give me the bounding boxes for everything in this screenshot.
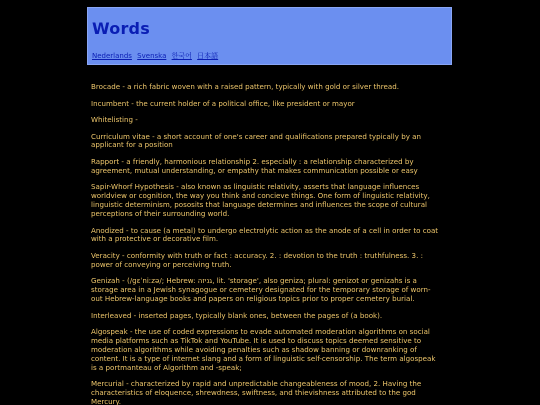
word-entry-sapir-whorf: Sapir-Whorf Hypothesis - also known as linguistic relativity, asserts that language influences worldview or cognition, the way you think and concieve things. One form of linguistic relativity, linguistic determinism, pososits that language determines and influences the scope of cultural perceptions of their surrounding world.: [91, 182, 430, 219]
word-entry-veracity: Veracity - conformity with truth or fact : accuracy. 2. : devotion to the truth : truthfulness. 3. : power of conveying or perceiving truth.: [91, 250, 423, 269]
page-title: Words: [92, 19, 150, 38]
lang-link-japanese[interactable]: 日本語: [197, 52, 219, 60]
word-entry-mercurial: Mercurial - characterized by rapid and unpredictable changeableness of mood, 2. Having the characteristics of eloquence, shrewdness, swiftness, and thievishness attributed to the god Mercury.: [91, 379, 422, 405]
lang-link-nederlands[interactable]: Nederlands: [92, 52, 132, 60]
word-entry-genizah: Genizah - (/ɡɛˈniːzə/; Hebrew: גניזה, lit. 'storage', also geniza; plural: genizot or genizahs is a storage area in a Jewish synagogue or cemetery designated for the temporary storage of worn-out Hebrew-language books and papers on religious topics prior to proper cemetery burial.: [91, 276, 431, 304]
language-links: [92, 51, 221, 61]
word-entry-anodized: Anodized - to cause (a metal) to undergo electrolytic action as the anode of a cell in order to coat with a protective or decorative film.: [91, 225, 439, 244]
lang-link-korean[interactable]: 한국어: [171, 52, 192, 60]
lang-link-svenska[interactable]: Svenska: [137, 52, 167, 60]
word-entry-rapport: Rapport - a friendly, harmonious relationship 2. especially : a relationship characterized by agreement, mutual understanding, or empathy that makes communication possible or easy: [91, 156, 418, 175]
word-entry-whitelisting: Whitelisting -: [91, 115, 138, 124]
word-entry-algospeak: Algospeak - the use of coded expressions to evade automated moderation algorithms on social media platforms such as TikTok and YouTube. It is used to discuss topics deemed sensitive to moderation algorithms while avoiding penalties such as shadow banning or downranking of content. It is a type of internet slang and a form of linguistic self-censorship. The term algospeak is a portmanteau of Algorithm and -speak;: [91, 327, 436, 372]
header-banner: [87, 7, 452, 65]
word-entry-incumbent: Incumbent - the current holder of a political office, like president or mayor: [91, 98, 355, 108]
word-entry-brocade: Brocade - a rich fabric woven with a raised pattern, typically with gold or silver thread.: [91, 82, 400, 91]
word-entry-interleaved: Interleaved - inserted pages, typically blank ones, between the pages of (a book).: [91, 310, 383, 320]
word-list: [91, 83, 441, 405]
word-entry-curriculum-vitae: Curriculum vitae - a short account of one's career and qualifications prepared typically by an applicant for a position: [91, 131, 421, 150]
